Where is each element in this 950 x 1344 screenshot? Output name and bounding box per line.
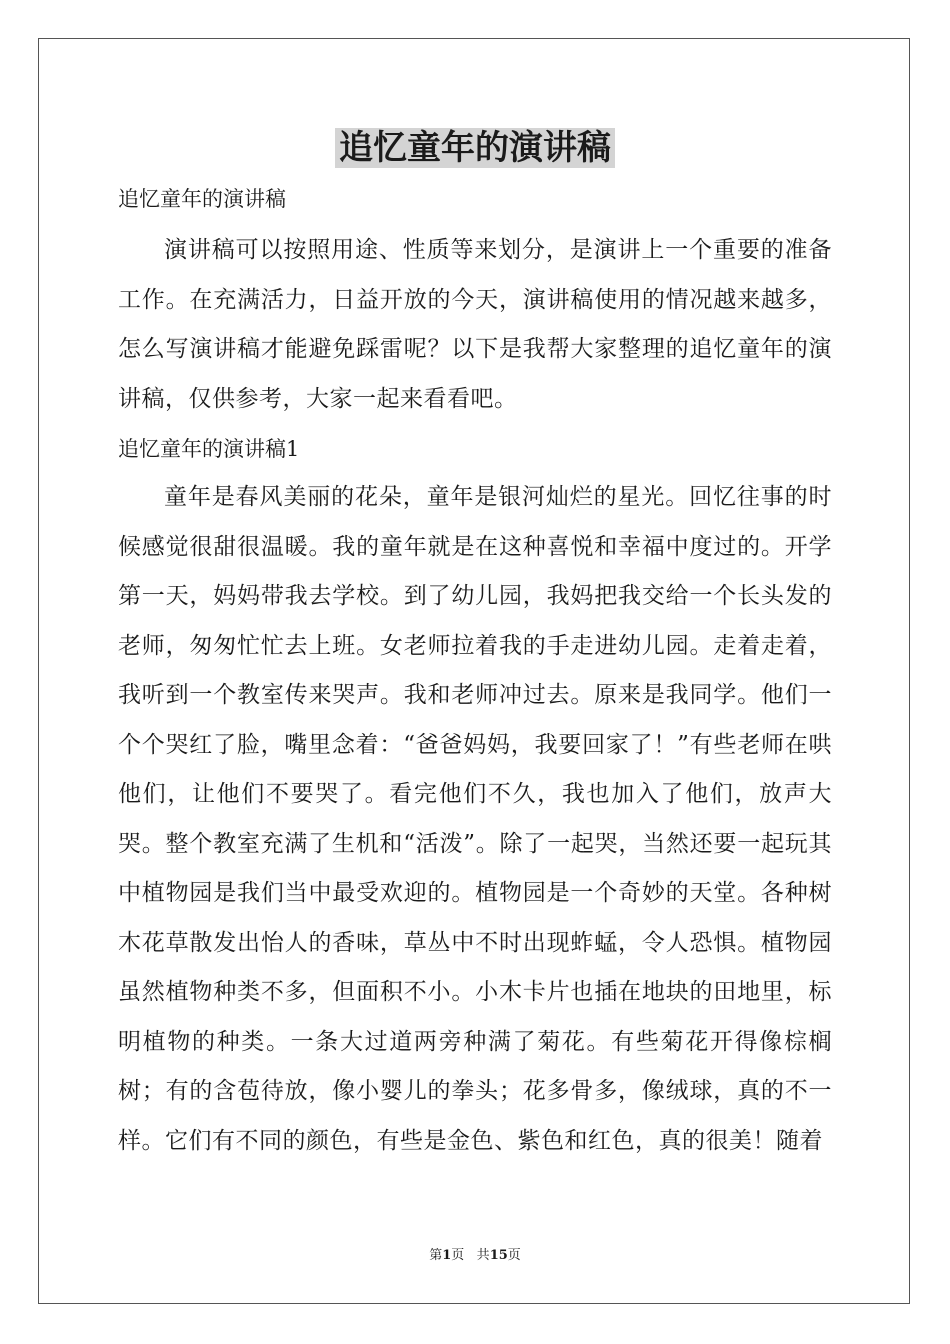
intro-paragraph: 演讲稿可以按照用途、性质等来划分，是演讲上一个重要的准备工作。在充满活力，日益开放的今天，演讲稿使用的情况越来越多，怎么写演讲稿才能避免踩雷呢？以下是我帮大家整理的追忆童年的演讲稿，仅供参考，大家一起来看看吧。 bbox=[118, 237, 832, 412]
footer-total-prefix: 共 bbox=[476, 1248, 490, 1263]
footer-prefix: 第 bbox=[429, 1248, 443, 1263]
document-subtitle: 追忆童年的演讲稿 bbox=[118, 187, 286, 211]
footer-page-number: 1 bbox=[442, 1248, 452, 1263]
footer-page-suffix: 页 bbox=[451, 1248, 465, 1263]
document-title bbox=[0, 126, 950, 170]
section-heading: 追忆童年的演讲稿1 bbox=[118, 437, 300, 461]
page-footer bbox=[0, 1247, 950, 1265]
document-title-text: 追忆童年的演讲稿 bbox=[335, 128, 615, 168]
body-paragraph: 童年是春风美丽的花朵，童年是银河灿烂的星光。回忆往事的时候感觉很甜很温暖。我的童年就是在这种喜悦和幸福中度过的。开学第一天，妈妈带我去学校。到了幼儿园，我妈把我交给一个长头发的老师，匆匆忙忙去上班。女老师拉着我的手走进幼儿园。走着走着，我听到一个教室传来哭声。我和老师冲过去。原来是我同学。他们一个个哭红了脸，嘴里念着：“爸爸妈妈，我要回家了！”有些老师在哄他们，让他们不要哭了。看完他们不久，我也加入了他们，放声大哭。整个教室充满了生机和“活泼”。除了一起哭，当然还要一起玩其中植物园是我们当中最受欢迎的。植物园是一个奇妙的天堂。各种树木花草散发出怡人的香味，草丛中不时出现蚱蜢，令人恐惧。植物园虽然植物种类不多，但面积不小。小木卡片也插在地块的田地里，标明植物的种类。一条大过道两旁种满了菊花。有些菊花开得像棕榈树；有的含苞待放，像小婴儿的拳头；花多骨多，像绒球，真的不一样。它们有不同的颜色，有些是金色、紫色和红色，真的很美！随着 bbox=[118, 484, 832, 1154]
footer-total-suffix: 页 bbox=[507, 1248, 521, 1263]
footer-total-pages: 15 bbox=[489, 1248, 508, 1263]
document-body bbox=[118, 180, 832, 1166]
